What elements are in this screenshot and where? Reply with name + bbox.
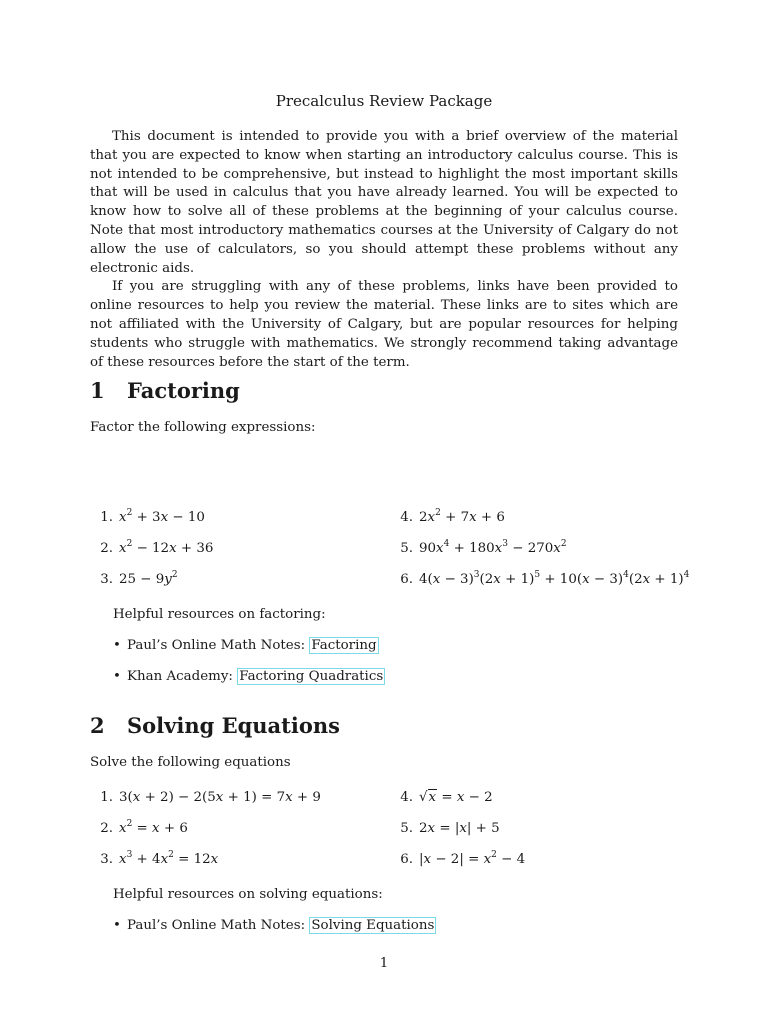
problem-number: 2.	[100, 541, 113, 556]
document-title: Precalculus Review Package	[275, 92, 493, 110]
page-number: 1	[379, 956, 389, 971]
resource-item	[113, 669, 385, 684]
resources-label-solving-equations: Helpful resources on solving equations:	[113, 887, 383, 902]
section-title: Solving Equations	[127, 713, 340, 738]
bullet-dot: •	[113, 918, 121, 933]
equation-problem-4: 4. √x = x − 2	[392, 790, 493, 805]
problem-number: 3.	[100, 572, 113, 587]
intro-paragraph-1: This document is intended to provide you with a brief overview of the material that you are expected to know when starting an introductory calculus course. This is not intended to be comprehensive, but instead to highlight the most important skills that will be used in calculus that you have already learned. You will be expected to know how to solve all of these problems at the beginning of your calculus course. Note that most introductory mathematics courses at the University of Calgary do not allow the use of calculators, so you should attempt these problems without any electronic aids.	[90, 129, 678, 276]
resource-item	[113, 638, 379, 653]
section-lead-factoring: Factor the following expressions:	[90, 420, 316, 435]
factoring-problem-2: 2. $x^2 - 12x + 36$	[92, 541, 213, 556]
section-number: 2	[90, 713, 105, 738]
resource-source: Paul’s Online Math Notes:	[127, 918, 306, 933]
factoring-problem-5: 5. $90x^4 + 180x^3 - 270x^2$	[392, 541, 567, 556]
equation-problem-1: 1. 3(x + 2) − 2(5x + 1) = 7x + 9	[92, 790, 321, 805]
problem-number: 6.	[400, 852, 413, 867]
factoring-problem-6: 6. $4(x - 3)^3(2x + 1)^5 + 10(x - 3)^4(2x + 1)^4$	[392, 572, 689, 587]
link-solving-equations[interactable]: Solving Equations	[311, 918, 435, 933]
factoring-problem-1: 1. $x^2 + 3x - 10$	[92, 510, 205, 525]
problem-number: 5.	[400, 541, 413, 556]
factoring-problem-4: 4. $2x^2 + 7x + 6$	[392, 510, 505, 525]
resource-source: Paul’s Online Math Notes:	[127, 638, 306, 653]
bullet-dot: •	[113, 638, 121, 653]
problem-number: 2.	[100, 821, 113, 836]
problem-number: 1.	[100, 790, 113, 805]
equation-problem-3: 3. $x^3 + 4x^2 = 12x$	[92, 852, 218, 867]
bullet-dot: •	[113, 669, 121, 684]
square-root-symbol: √x	[419, 790, 437, 805]
equation-problem-6: 6. $|x - 2| = x^2 - 4$	[392, 852, 525, 867]
section-heading-factoring	[90, 378, 240, 403]
resource-item	[113, 918, 436, 933]
problem-number: 3.	[100, 852, 113, 867]
factoring-problem-3: 3. $25 - 9y^2$	[92, 572, 178, 587]
resource-source: Khan Academy:	[127, 669, 233, 684]
problem-number: 1.	[100, 510, 113, 525]
section-title: Factoring	[127, 378, 240, 403]
equation-problem-2: 2. $x^2 = x + 6$	[92, 821, 188, 836]
problem-number: 4.	[400, 510, 413, 525]
section-heading-solving-equations	[90, 713, 340, 738]
intro-text	[90, 128, 678, 372]
intro-paragraph-2: If you are struggling with any of these problems, links have been provided to online resources to help you review the material. These links are to sites which are not affiliated with the University of Calgary, but are popular resources for helping students who struggle with mathematics. We strongly recommend taking advantage of these resources before the start of the term.	[90, 279, 678, 370]
equation-problem-5: 5. 2x = |x| + 5	[392, 821, 500, 836]
problem-number: 4.	[400, 790, 413, 805]
section-number: 1	[90, 378, 105, 403]
resources-label-factoring: Helpful resources on factoring:	[113, 607, 326, 622]
link-factoring-quadratics[interactable]: Factoring Quadratics	[239, 669, 384, 684]
problem-number: 5.	[400, 821, 413, 836]
section-lead-solving-equations: Solve the following equations	[90, 755, 291, 770]
problem-number: 6.	[400, 572, 413, 587]
link-factoring[interactable]: Factoring	[311, 638, 377, 653]
